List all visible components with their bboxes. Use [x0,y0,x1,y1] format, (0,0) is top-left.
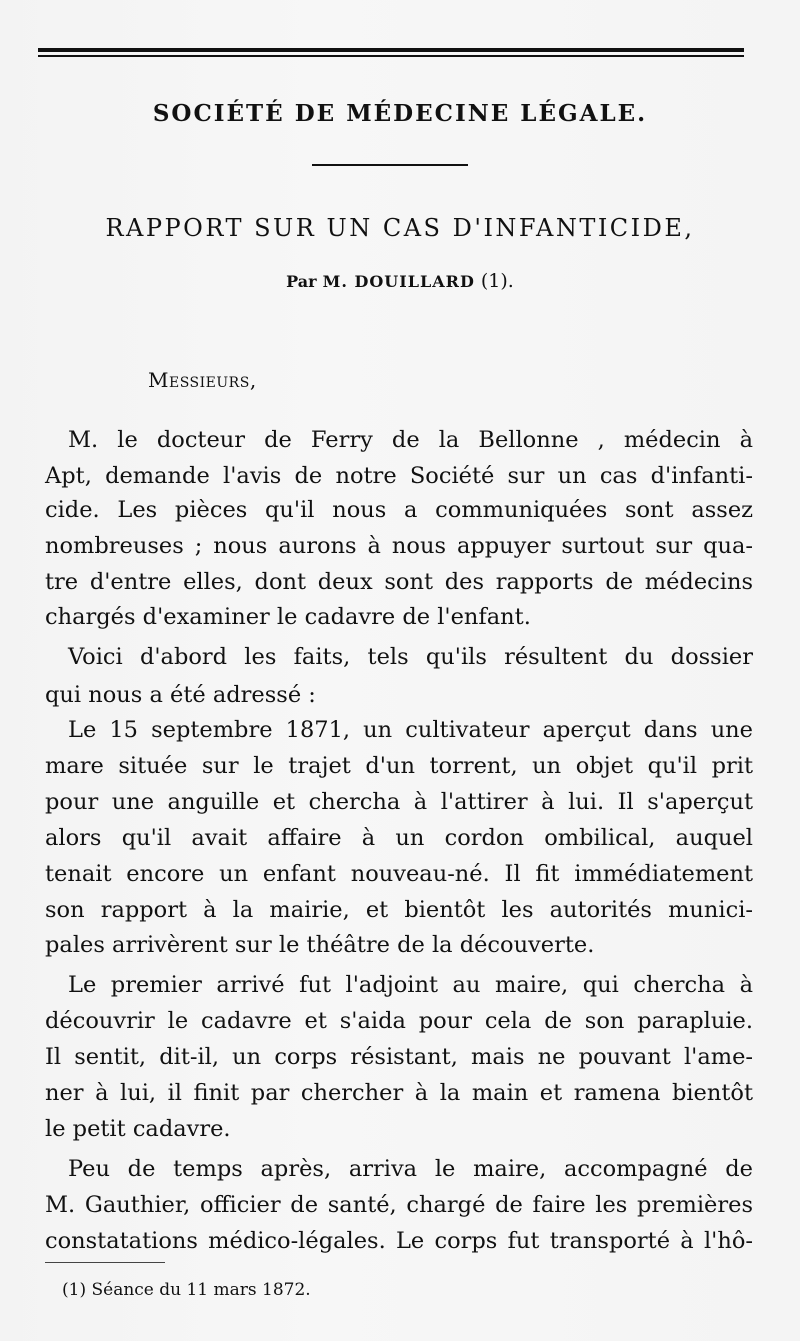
body-line: qui nous a été adressé : [45,682,316,708]
footnote-marker: (1). [480,270,514,292]
author-prefix: Par [286,272,317,291]
body-line: tenait encore un enfant nouveau-né. Il fit immédiatement [45,861,753,887]
body-line: M. le docteur de Ferry de la Bellonne , médecin à [68,427,753,453]
heading-divider [312,164,468,166]
body-line: mare située sur le trajet d'un torrent, un objet qu'il prit [45,753,753,779]
body-line: pour une anguille et chercha à l'attirer à lui. Il s'aperçut [45,789,753,815]
article-author [0,270,800,292]
body-line: ner à lui, il finit par chercher à la main et ramena bientôt [45,1080,753,1106]
body-line: constatations médico-légales. Le corps fut transporté à l'hô- [45,1228,753,1254]
body-line: chargés d'examiner le cadavre de l'enfant. [45,604,531,630]
society-heading: SOCIÉTÉ DE MÉDECINE LÉGALE. [152,100,648,127]
body-line: Le premier arrivé fut l'adjoint au maire, qui chercha à [68,972,753,998]
body-line: nombreuses ; nous aurons à nous appuyer surtout sur qua- [45,533,753,559]
body-line: alors qu'il avait affaire à un cordon ombilical, auquel [45,825,753,851]
author-name: M. DOUILLARD [322,272,475,291]
body-line: Il sentit, dit-il, un corps résistant, mais ne pouvant l'ame- [45,1044,753,1070]
body-line: pales arrivèrent sur le théâtre de la découverte. [45,932,595,958]
body-line: Peu de temps après, arriva le maire, accompagné de [68,1156,753,1182]
body-line: Apt, demande l'avis de notre Société sur un cas d'infanti- [45,463,753,489]
footnote-divider [45,1262,165,1263]
body-line: Voici d'abord les faits, tels qu'ils résultent du dossier [68,644,753,670]
article-title: RAPPORT SUR UN CAS D'INFANTICIDE, [105,214,695,242]
header-double-rule [38,48,744,57]
body-line: tre d'entre elles, dont deux sont des rapports de médecins [45,569,753,595]
salutation: Messieurs, [148,368,257,392]
body-line: son rapport à la mairie, et bientôt les autorités munici- [45,897,753,923]
body-line: découvrir le cadavre et s'aida pour cela de son parapluie. [45,1008,753,1034]
body-line: Le 15 septembre 1871, un cultivateur aperçut dans une [68,717,753,743]
body-line: le petit cadavre. [45,1116,231,1142]
body-line: M. Gauthier, officier de santé, chargé de faire les premières [45,1192,753,1218]
footnote: (1) Séance du 11 mars 1872. [62,1280,311,1300]
body-line: cide. Les pièces qu'il nous a communiquées sont assez [45,497,753,523]
